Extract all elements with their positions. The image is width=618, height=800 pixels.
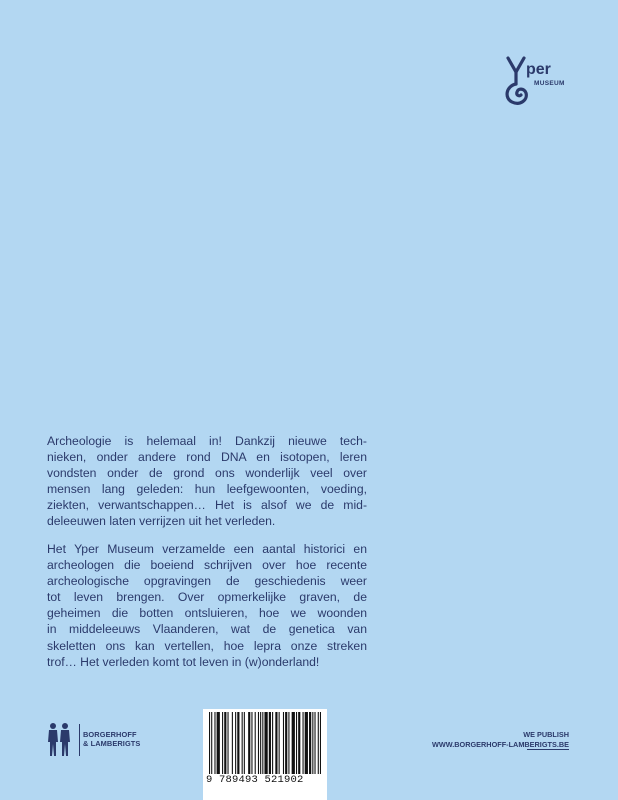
- text-line: geheimen die botten ontsluieren, hoe we woonden: [47, 606, 367, 621]
- text-line: Archeologie is helemaal in! Dankzij nieuwe tech-: [47, 434, 367, 448]
- barcode-bar: [232, 712, 233, 774]
- website-url[interactable]: WWW.BORGERHOFF-LAMBERIGTS.BE: [431, 739, 569, 749]
- text-line: mensen lang geleden: hun leefgewoonten, voeding,: [47, 482, 367, 497]
- barcode-bar: [211, 712, 212, 774]
- barcode-bar: [262, 712, 263, 774]
- barcode-bar: [279, 712, 280, 774]
- publisher-logo: [46, 720, 176, 760]
- barcode-bar: [298, 712, 300, 774]
- publisher-divider: [79, 724, 80, 756]
- barcode-bar: [269, 712, 271, 774]
- text-line: tot leven brengen. Over opmerkelijke graven, de: [47, 590, 367, 605]
- barcode-bar: [227, 712, 228, 774]
- barcode-bar: [258, 712, 259, 774]
- yper-museum-logo: [500, 50, 580, 108]
- barcode-bar: [320, 712, 321, 774]
- barcode-bar: [209, 712, 210, 774]
- barcode-bar: [314, 712, 315, 774]
- barcode-bar: [288, 712, 289, 774]
- barcode-bar: [237, 712, 239, 774]
- publisher-name: [83, 730, 140, 748]
- barcode-bar: [305, 712, 308, 774]
- text-line: deleeuwen laten verrijzen uit het verleden.: [47, 514, 276, 529]
- barcode-bar: [303, 712, 304, 774]
- barcode-bar: [214, 712, 215, 774]
- footer-rule: [527, 749, 569, 750]
- we-publish-label: WE PUBLISH: [523, 730, 569, 739]
- barcode-bar: [275, 712, 277, 774]
- barcode-bar: [224, 712, 226, 774]
- barcode-bar: [296, 712, 297, 774]
- yper-logo-graphic: [500, 50, 580, 108]
- barcode-bar: [242, 712, 243, 774]
- text-line: Het Yper Museum verzamelde een aantal historici en: [47, 542, 367, 556]
- isbn-number: 9 789493 521902: [206, 774, 304, 786]
- we-publish-block: [432, 730, 569, 749]
- barcode-bar: [251, 712, 252, 774]
- logo-per-text: per: [526, 61, 551, 78]
- barcode-bars: [209, 712, 321, 774]
- barcode-bar: [217, 712, 220, 774]
- text-line: in middeleeuws Vlaanderen, wat de genetica van: [47, 622, 367, 637]
- barcode-bar: [272, 712, 273, 774]
- text-line: skeletten ons kan vertellen, hoe lepra onze streken: [47, 638, 367, 653]
- text-line: archeologische opgravingen de geschiedenis weer: [47, 574, 367, 589]
- text-line: archeologen die boeiend schrijven over hoe recente: [47, 558, 367, 573]
- isbn-barcode: [203, 709, 327, 800]
- publisher-line2: & LAMBERIGTS: [83, 739, 141, 748]
- logo-museum-text: MUSEUM: [534, 80, 565, 87]
- barcode-bar: [285, 712, 287, 774]
- barcode-bar: [264, 712, 267, 774]
- barcode-bar: [283, 712, 284, 774]
- barcode-bar: [248, 712, 250, 774]
- barcode-bar: [222, 712, 223, 774]
- two-figures-icon: [46, 722, 72, 758]
- barcode-bar: [244, 712, 245, 774]
- barcode-bar: [312, 712, 313, 774]
- barcode-bar: [255, 712, 256, 774]
- barcode-bar: [292, 712, 295, 774]
- barcode-bar: [309, 712, 311, 774]
- intro-paragraph: [47, 433, 367, 530]
- text-line: ziekten, verwantschappen… Het is alsof we de mid-: [47, 498, 367, 513]
- text-line: trof… Het verleden komt tot leven in (w)onderland!: [47, 654, 320, 669]
- barcode-bar: [260, 712, 261, 774]
- text-line: nieken, onder andere rond DNA en isotopen, leren: [47, 450, 367, 465]
- text-line: vondsten onder de grond ons wonderlijk veel over: [47, 466, 367, 481]
- description-paragraph: [47, 541, 367, 670]
- barcode-bar: [235, 712, 236, 774]
- barcode-bar: [318, 712, 319, 774]
- publisher-line1: BORGERHOFF: [83, 730, 137, 739]
